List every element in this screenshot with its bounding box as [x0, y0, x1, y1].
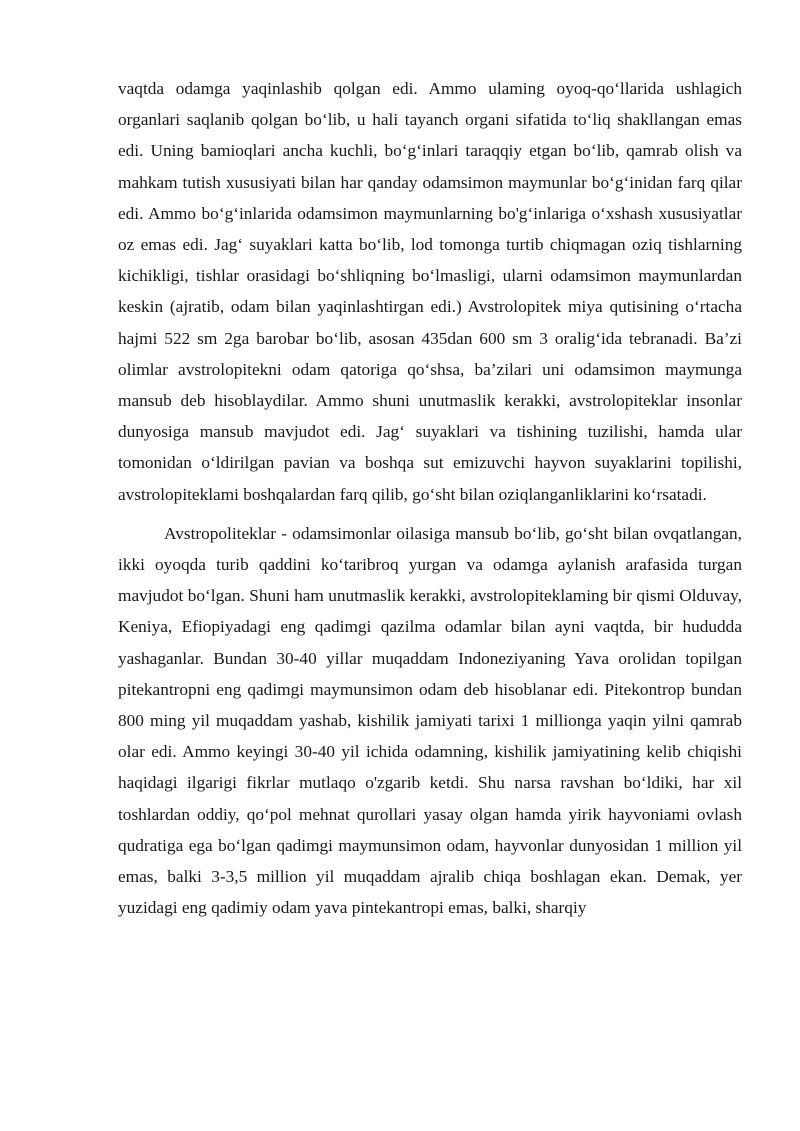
- paragraph-1: vaqtda odamga yaqinlashib qolgan edi. Ammo ulaming oyoq-qo‘llarida ushlagich organlari saqlanib qolgan bo‘lib, u hali tayanch organi sifatida to‘liq shakllangan emas edi. Uning bamioqlari ancha kuchli, bo‘g‘inlari taraqqiy etgan bo‘lib, qamrab olish va mahkam tutish xususiyati bilan har qanday odamsimon maymunlar bo‘g‘inidan farq qilar edi. Ammo bo‘g‘inlarida odamsimon maymunlarning bo'g‘inlariga o‘xshash xususiyatlar oz emas edi. Jag‘ suyaklari katta bo‘lib, lod tomonga turtib chiqmagan oziq tishlarning kichikligi, tishlar orasidagi bo‘shliqning bo‘lmasligi, ularni odamsimon maymunlardan keskin (ajratib, odam bilan yaqinlashtirgan edi.) Avstrolopitek miya qutisining o‘rtacha hajmi 522 sm 2ga barobar bo‘lib, asosan 435dan 600 sm 3 oralig‘ida tebranadi. Ba’zi olimlar avstrolopitekni odam qatoriga qo‘shsa, ba’zilari uni odamsimon maymunga mansub deb hisoblaydilar. Ammo shuni unutmaslik kerakki, avstrolopiteklar insonlar dunyosiga mansub mavjudot edi. Jag‘ suyaklari va tishining tuzilishi, hamda ular tomonidan o‘ldirilgan pavian va boshqa sut emizuvchi hayvon suyaklarini topilishi, avstrolopiteklami boshqalardan farq qilib, go‘sht bilan oziqlanganliklarini ko‘rsatadi.: [118, 79, 742, 504]
- paragraph-2: Avstropoliteklar - odamsimonlar oilasiga mansub bo‘lib, go‘sht bilan ovqatlangan, ikki oyoqda turib qaddini ko‘taribroq yurgan va odamga aylanish arafasida turgan mavjudot bo‘lgan. Shuni ham unutmaslik kerakki, avstrolopiteklaming bir qismi Olduvay, Keniya, Efiopiyadagi eng qadimgi qazilma odamlar bilan ayni vaqtda, bir hududda yashaganlar. Bundan 30-40 yillar muqaddam Indoneziyaning Yava orolidan topilgan pitekantropni eng qadimgi maymunsimon odam deb hisoblanar edi. Pitekontrop bundan 800 ming yil muqaddam yashab, kishilik jamiyati tarixi 1 millionga yaqin yilni qamrab olar edi. Ammo keyingi 30-40 yil ichida odamning, kishilik jamiyatining kelib chiqishi haqidagi ilgarigi fikrlar mutlaqo o'zgarib ketdi. Shu narsa ravshan bo‘ldiki, har xil toshlardan oddiy, qo‘pol mehnat qurollari yasay olgan hamda yirik hayvoniami ovlash qudratiga ega bo‘lgan qadimgi maymunsimon odam, hayvonlar dunyosidan 1 million yil emas, balki 3-3,5 million yil muqaddam ajralib chiqa boshlagan ekan. Demak, yer yuzidagi eng qadimiy odam yava pintekantropi emas, balki, sharqiy: [118, 523, 742, 918]
- body-text: [118, 73, 742, 923]
